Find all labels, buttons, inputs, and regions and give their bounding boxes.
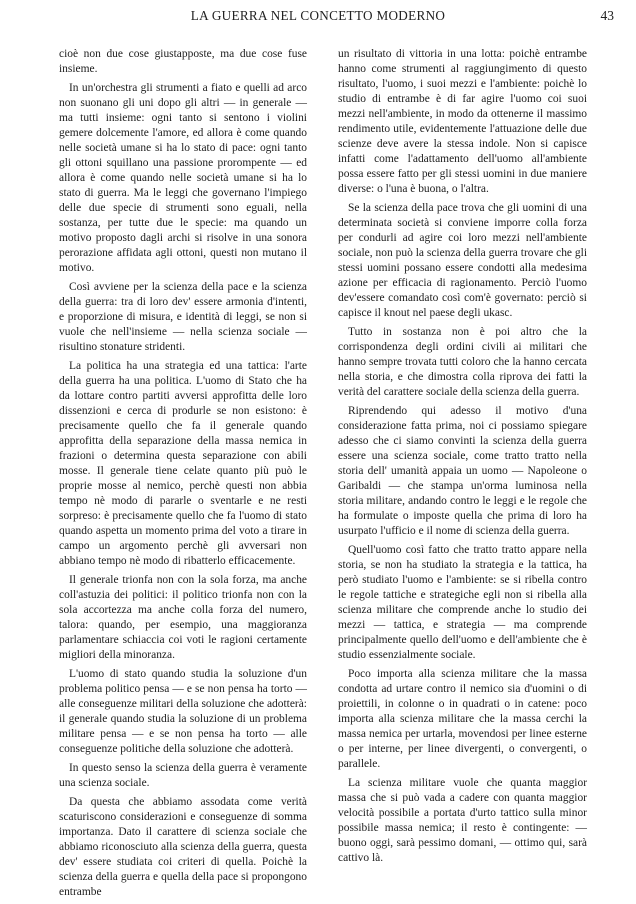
paragraph: La politica ha una strategia ed una tattica: l'arte della guerra ha una politica. L'uomo di Stato che ha da lottare contro partiti avversi approfitta delle loro dissenzioni e cerca di produrle se non esistono: è precisamente quello che fa il generale quando approfitta della separazione della massa nemica in frazioni o determina questa separazione con abili mosse. Il generale tiene celate quanto più può le proprie mosse al nemico, perchè questi non abbia tempo nè modo di pararle o sventarle e ne resti sorpreso: è precisamente quello che fa l'uomo di stato quando aspetta un momento prima del voto a tirare in campo un argomento perchè gli avversari non abbiano tempo nè modo di ribatterlo efficacemente. [59,360,307,567]
paragraph: La scienza militare vuole che quanta maggior massa che si può vada a cadere con quanta maggior velocità possibile a portata d'urto tattico sulla minor possibile massa nemica; il resto è contingente: — buono oggi, sarà pessimo domani, — ottimo qui, sarà cattivo là. [338,777,587,864]
paragraph: Da questa che abbiamo assodata come verità scaturiscono considerazioni e conseguenze di somma importanza. Dato il carattere di scienza sociale che abbiamo riconosciuto alla scienza della guerra, questa dev' essere studiata coi criteri di quella. Poichè la scienza della guerra e quella della pace si propongono entrambe [59,796,307,898]
paragraph: Poco importa alla scienza militare che la massa condotta ad urtare contro il nemico sia d'uomini o di proiettili, in colonne o in quadrati o in catene: poco importa alla scienza militare che la massa cerchi la massa nemica per urtarla, movendosi per linee esterne o per interne, per linee divergenti, o convergenti, o parallele. [338,668,587,770]
page-number: 43 [600,8,614,23]
paragraph: Tutto in sostanza non è poi altro che la corrispondenza degli ordini civili ai militari che hanno sempre trovata tutti coloro che la hanno cercata nella storia, e che dimostra colla riprova dei fatti la verità del carattere sociale della scienza della guerra. [338,326,587,398]
paragraph: un risultato di vittoria in una lotta: poichè entrambe hanno come strumenti al raggiungimento di questo risultato, l'uomo, i suoi mezzi e l'ambiente: poichè lo studio di entrambe è di far agire l'uomo coi suoi mezzi nell'ambiente, in modo da ottenerne il massimo rendimento utile, evidentemente l'attuazione delle due scienze deve avere la stessa indole. Non si capisce infatti come l'adattamento dell'uomo all'ambiente possa essere fatto per gli stessi uomini in due maniere diverse: o l'una è buona, o l'altra. [338,48,587,195]
paragraph: Il generale trionfa non con la sola forza, ma anche coll'astuzia dei politici: il politico trionfa non con la sola accortezza ma anche colla forza del numero, talora: quando, per esempio, una maggioranza parlamentare schiaccia coi voti le ragioni certamente migliori della minoranza. [59,574,307,661]
paragraph: Quell'uomo così fatto che tratto tratto appare nella storia, se non ha studiato la strategia e la tattica, ha però studiato l'uomo e l'ambiente: se si ribella contro le regole tattiche e strategiche egli non si ribella alla scienza militare che comprende anche lo studio dei mezzi — tattica, e strategia — ma comprende principalmente quello dell'uomo e dell'ambiente che è studio essenzialmente sociale. [338,544,587,661]
paragraph: L'uomo di stato quando studia la soluzione d'un problema politico pensa — e se non pensa ha torto — alle conseguenze militari della soluzione che adotterà: il generale quando studia la soluzione di un problema militare pensa — e se non pensa ha torto — alle conseguenze politiche della soluzione che adotterà. [59,668,307,755]
paragraph: In un'orchestra gli strumenti a fiato e quelli ad arco non suonano gli uni dopo gli altri — in generale — ma tutti insieme: ogni tanto si sentono i violini gemere dolcemente l'amore, ed allora è come quando nelle società umane si ha lo stato di pace: ogni tanto gli ottoni squillano una passione prorompente — ed allora è come quando nelle società umane si ha lo stato di guerra. Ma le leggi che governano l'impiego delle due specie di strumenti sono eguali, nella sostanza, per tutte due le specie: ma quando un motivo proposto dagli archi si risolve in una sonora perorazione affidata agli ottoni, questi non mutano il motivo. [59,82,307,274]
paragraph: cioè non due cose giustapposte, ma due cose fuse insieme. [59,48,307,75]
paragraph: Così avviene per la scienza della pace e la scienza della guerra: tra di loro dev' essere armonia d'intenti, e proporzione di misura, e identità di leggi, se non si vuole che nell'insieme — nella scienza sociale — risultino stonature stridenti. [59,281,307,353]
right-column [338,47,587,870]
running-title: LA GUERRA NEL CONCETTO MODERNO [190,8,446,23]
paragraph: In questo senso la scienza della guerra è veramente una scienza sociale. [59,762,307,789]
paragraph: Riprendendo qui adesso il motivo d'una considerazione fatta prima, noi ci possiamo spiegare adesso che ci siamo convinti la scienza della guerra essere una scienza sociale, come tratto tratto nella storia dell' umanità appaia un uomo — Napoleone o Garibaldi — che stampa un'orma luminosa nella storia militare, andando contro le leggi e le regole che ha formulate o imposte quella che prima di loro ha usurpato l'ufficio e il nome di scienza della guerra. [338,405,587,537]
left-column [59,47,307,904]
paragraph: Se la scienza della pace trova che gli uomini di una determinata società si conviene imporre colla forza per condurli ad agire coi loro mezzi nell'ambiente sociale, non può la scienza della guerra trovare che gli stessi uomini possano essere condotti alla medesima azione per efficacia di ragionamento. Perciò l'uomo dev'essere comandato così com'è governato: perciò si capisce il knout nel paese degli ukasc. [338,202,587,319]
